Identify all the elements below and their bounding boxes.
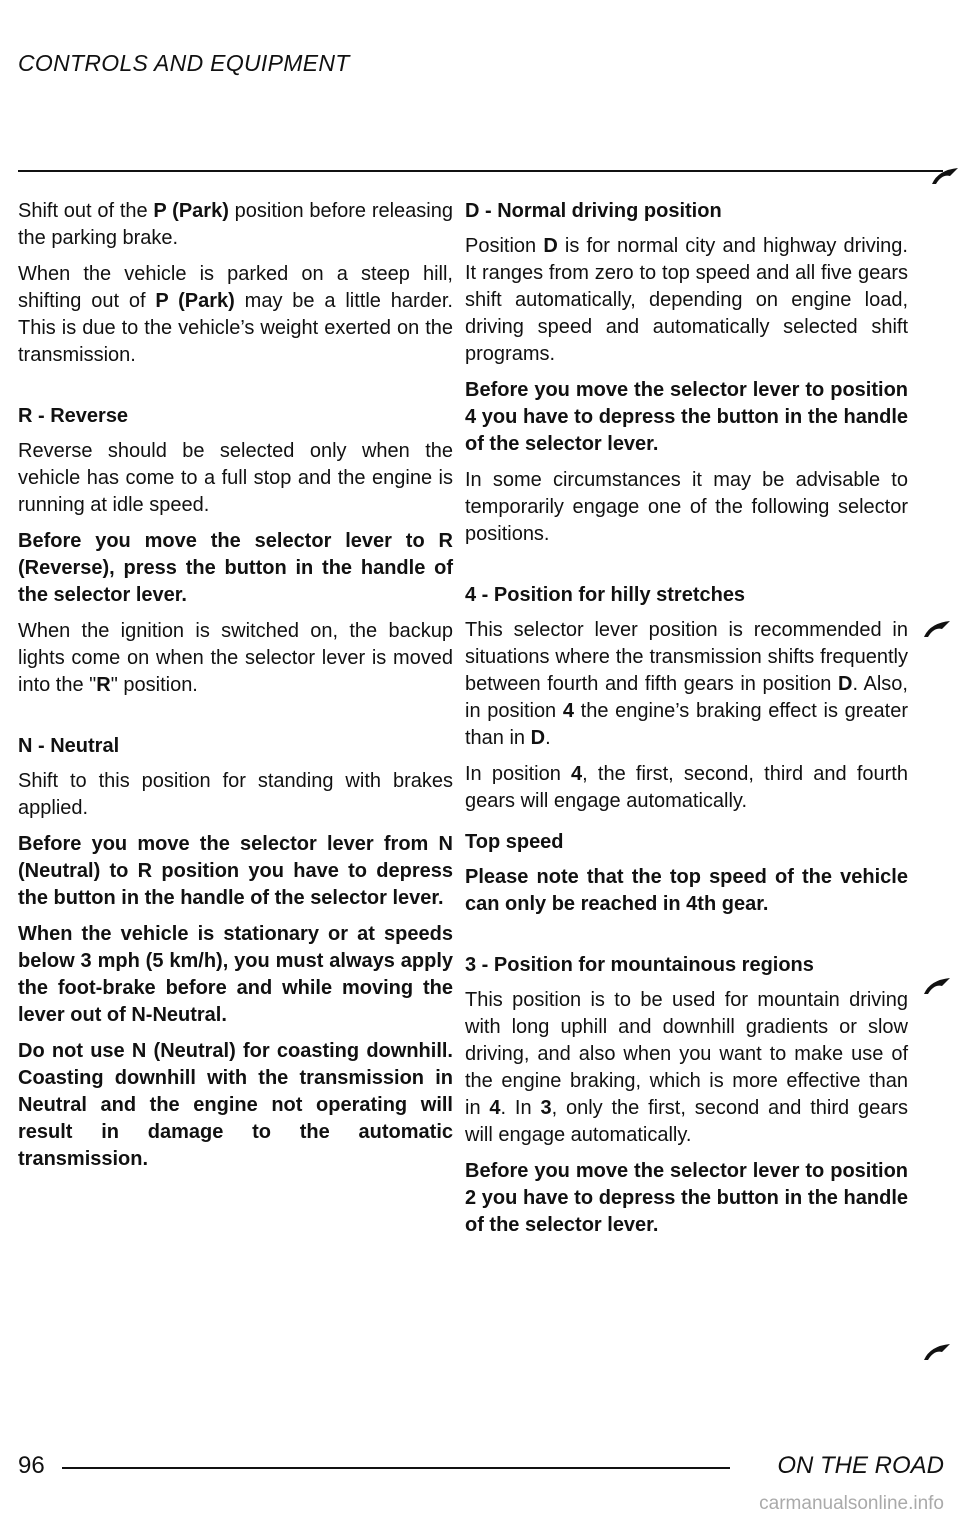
reverse-lights-paragraph: When the ignition is switched on, the backup lights come on when the selector lever is moved into the "R" position.: [18, 620, 453, 696]
continue-arrow-icon: [922, 617, 952, 639]
position-2-warning: Before you move the selector lever to position 2 you have to depress the button in the handle of the selector lever.: [465, 1160, 908, 1236]
footer-divider: [62, 1467, 730, 1469]
continue-arrow-icon: [922, 974, 952, 996]
position-4-paragraph-1: This selector lever position is recommended in situations where the transmission shifts frequently between fourth and fifth gears in position D. Also, in position 4 the engine’s braking effect is greater than in D.: [465, 619, 908, 749]
position-3-heading: 3 - Position for mountainous regions: [465, 954, 814, 976]
top-speed-note: Please note that the top speed of the vehicle can only be reached in 4th gear.: [465, 866, 908, 915]
neutral-heading: N - Neutral: [18, 735, 120, 757]
reverse-warning: Before you move the selector lever to R (Reverse), press the button in the handle of the selector lever.: [18, 530, 453, 606]
drive-heading: D - Normal driving position: [465, 200, 722, 222]
watermark: carmanualsonline.info: [759, 1493, 944, 1514]
park-paragraph-1: Shift out of the P (Park) position before releasing the parking brake.: [18, 200, 453, 249]
header-divider: [18, 170, 943, 172]
drive-warning: Before you move the selector lever to position 4 you have to depress the button in the handle of the selector lever.: [465, 379, 908, 455]
reverse-heading: R - Reverse: [18, 405, 129, 427]
position-3-paragraph: This position is to be used for mountain driving with long uphill and downhill gradients or slow driving, and also when you want to make use of the engine braking, which is more effective than in 4. In 3, only the first, second and third gears will engage automatically.: [465, 989, 909, 1146]
continue-arrow-icon: [930, 164, 960, 186]
right-column: [465, 198, 908, 1248]
top-speed-heading: Top speed: [465, 831, 564, 853]
position-4-paragraph-2: In position 4, the first, second, third and fourth gears will engage automatically.: [465, 763, 908, 812]
neutral-warning-2: When the vehicle is stationary or at speeds below 3 mph (5 km/h), you must always apply the foot-brake before and while moving the lever out of N-Neutral.: [18, 923, 453, 1026]
left-column: [18, 198, 453, 1182]
neutral-warning-1: Before you move the selector lever from N (Neutral) to R position you have to depress the button in the handle of the selector lever.: [18, 833, 453, 909]
section-header: CONTROLS AND EQUIPMENT: [18, 50, 350, 76]
park-paragraph-2: When the vehicle is parked on a steep hill, shifting out of P (Park) may be a little harder. This is due to the vehicle’s weight exerted on the transmission.: [18, 263, 453, 366]
reverse-paragraph: Reverse should be selected only when the vehicle has come to a full stop and the engine is running at idle speed.: [18, 440, 453, 516]
continue-arrow-icon: [922, 1340, 952, 1362]
neutral-paragraph: Shift to this position for standing with brakes applied.: [18, 770, 453, 819]
footer-section-label: ON THE ROAD: [777, 1452, 944, 1479]
position-4-heading: 4 - Position for hilly stretches: [465, 584, 746, 606]
page-number: 96: [18, 1452, 45, 1479]
drive-paragraph: Position D is for normal city and highway driving. It ranges from zero to top speed and all five gears shift automatically, depending on engine load, driving speed and automatically selected shift programs.: [465, 235, 908, 365]
neutral-warning-3: Do not use N (Neutral) for coasting downhill. Coasting downhill with the transmission in Neutral and the engine not operating will result in damage to the automatic transmission.: [18, 1040, 453, 1170]
drive-advisory-paragraph: In some circumstances it may be advisable to temporarily engage one of the following selector positions.: [465, 469, 908, 545]
